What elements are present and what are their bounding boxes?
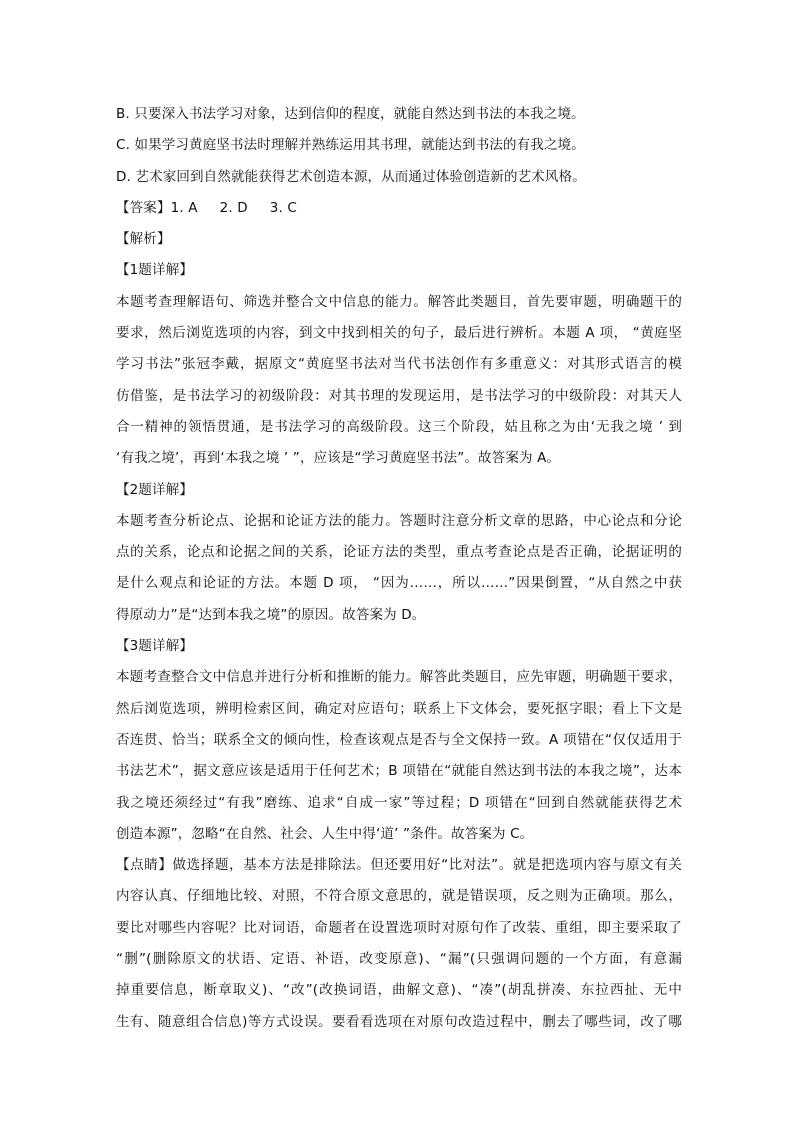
answer-value-3: 3. C bbox=[269, 199, 297, 216]
q1-heading: 【1题详解】 bbox=[116, 262, 193, 279]
answer-label: 【答案】 bbox=[116, 199, 171, 216]
tip-first-line bbox=[116, 850, 682, 881]
q3-line: 否连贯、恰当；联系全文的倾向性，检查该观点是否与全文保持一致。A 项错在“仅仅适用于 bbox=[116, 731, 682, 748]
q1-line: 合一精神的领悟贯通，是书法学习的高级阶段。这三个阶段，姑且称之为由‘无我之境 ’ 到 bbox=[116, 418, 682, 435]
answer-value-1: 1. A bbox=[170, 199, 198, 216]
option-b: B. 只要深入书法学习对象，达到信仰的程度，就能自然达到书法的本我之境。 bbox=[116, 106, 585, 122]
analysis-label: 【解析】 bbox=[116, 231, 171, 248]
q3-line: 创造本源”，忽略“在自然、社会、人生中得‘道’ ”条件。故答案为 C。 bbox=[116, 825, 534, 842]
q2-heading: 【2题详解】 bbox=[116, 481, 193, 498]
document-content bbox=[116, 99, 682, 1038]
q3-line: 本题考查整合文中信息并进行分析和推断的能力。解答此类题目，应先审题，明确题干要求， bbox=[116, 669, 682, 686]
tip-line: 内容认真、仔细地比较、对照，不符合原文意思的，就是错误项，反之则为正确项。那么， bbox=[116, 888, 682, 905]
tip-line: 掉重要信息，断章取义)、“改”(改换词语，曲解文意)、“凑”(胡乱拼凑、东拉西扯、无中 bbox=[116, 982, 682, 999]
q3-line: 我之境还须经过“有我”磨练、追求“自成一家”等过程；D 项错在“回到自然就能获得艺术 bbox=[116, 794, 682, 811]
q1-line: 仿借鉴，是书法学习的初级阶段：对其书理的发现运用，是书法学习的中级阶段：对其天人 bbox=[116, 387, 682, 404]
tip-line: “删”(删除原文的状语、定语、补语，改变原意)、“漏”(只强调问题的一个方面，有意漏 bbox=[116, 951, 682, 968]
tip-label: 【点睛】 bbox=[116, 857, 173, 874]
answer-line bbox=[116, 193, 682, 224]
tip-text: 做选择题，基本方法是排除法。但还要用好“比对法”。就是把选项内容与原文有关 bbox=[172, 857, 682, 874]
tip-line: 生有、随意组合信息)等方式设误。要看看选项在对原句改造过程中，删去了哪些词，改了哪 bbox=[116, 1013, 682, 1030]
q1-line: 学习书法”张冠李戴，据原文“黄庭坚书法对当代书法创作有多重意义：对其形式语言的模 bbox=[116, 356, 682, 373]
q1-line: 本题考查理解语句、筛选并整合文中信息的能力。解答此类题目，首先要审题，明确题干的 bbox=[116, 293, 682, 310]
option-d: D. 艺术家回到自然就能获得艺术创造本源，从而通过体验创造新的艺术风格。 bbox=[116, 168, 586, 185]
q1-line: 要求，然后浏览选项的内容，到文中找到相关的句子，最后进行辨析。本题 A 项， “黄庭坚 bbox=[116, 325, 682, 342]
q2-line: 得原动力”是“达到本我之境”的原因。故答案为 D。 bbox=[116, 606, 426, 623]
q2-line: 点的关系，论点和论据之间的关系，论证方法的类型，重点考查论点是否正确，论据证明的 bbox=[116, 544, 682, 561]
q3-heading: 【3题详解】 bbox=[116, 638, 193, 655]
q1-line: ‘有我之境’，再到‘本我之境 ’ ”，应该是“学习黄庭坚书法”。故答案为 A。 bbox=[116, 450, 561, 467]
answer-value-2: 2. D bbox=[219, 199, 248, 216]
option-c: C. 如果学习黄庭坚书法时理解并熟练运用其书理，就能达到书法的有我之境。 bbox=[116, 137, 585, 154]
q2-line: 本题考查分析论点、论据和论证方法的能力。答题时注意分析文章的思路，中心论点和分论 bbox=[116, 512, 682, 529]
tip-line: 要比对哪些内容呢？比对词语，命题者在设置选项时对原句作了改装、重组，即主要采取了 bbox=[116, 919, 682, 936]
q3-line: 书法艺术”，据文意应该是适用于任何艺术；B 项错在“就能自然达到书法的本我之境”，达本 bbox=[116, 763, 682, 780]
q3-line: 然后浏览选项，辨明检索区间，确定对应语句；联系上下文体会，要死抠字眼；看上下文是 bbox=[116, 700, 682, 717]
q2-line: 是什么观点和论证的方法。本题 D 项， “因为……，所以……”因果倒置，“从自然之中获 bbox=[116, 575, 682, 592]
